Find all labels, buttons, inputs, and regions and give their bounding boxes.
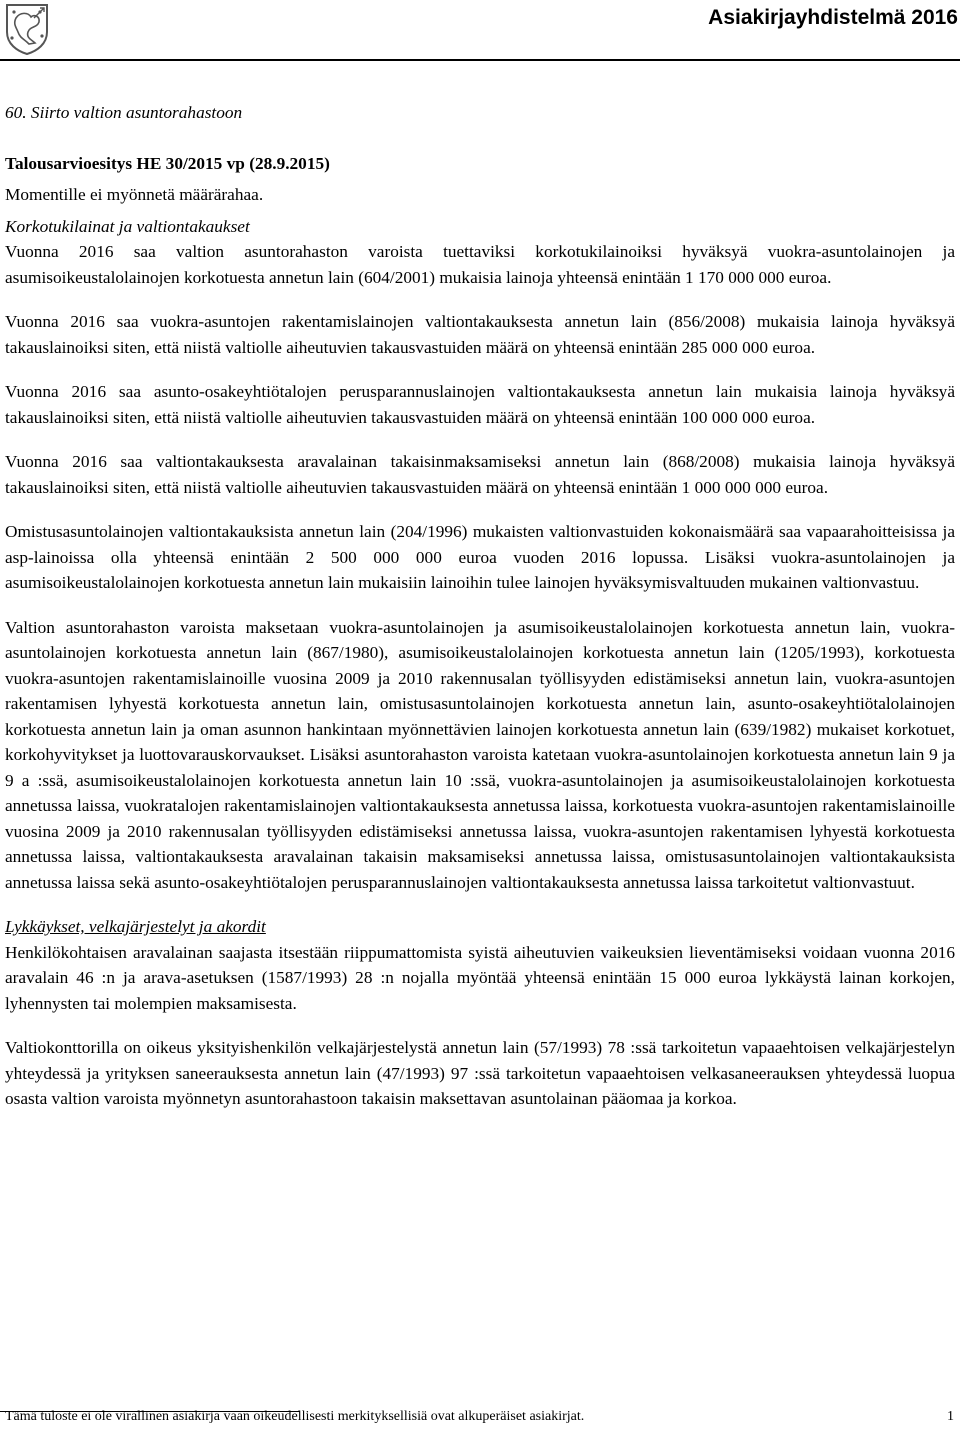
paragraph-interest-subsidy-loans: Vuonna 2016 saa valtion asuntorahaston varoista tuettaviksi korkotukilainoiksi hyväksyä vuokra-asuntolainojen ja asumisoikeustalolainojen korkotuesta annetun lain (604/2001) mukaisia lainoja yhteensä enintään 1 170 000 000 euroa.: [5, 242, 955, 287]
paragraph-owner-occupied-guarantees: Omistusasuntolainojen valtiontakauksista annetun lain (204/1996) mukaisten valtionvastuiden kokonaismäärä saa vapaarahoitteisissa ja asp-lainoissa olla yhteensä enintään 2 500 000 000 euroa vuoden 2016 lopussa. Lisäksi vuokra-asuntolainojen ja asumisoikeustalolainojen korkotuesta annetun lain mukaisiin lainoihin tulee lainojen hyväksymisvaltuuden mukainen valtionvastuu.: [5, 522, 955, 592]
budget-proposal-heading: Talousarvioesitys HE 30/2015 vp (28.9.2015): [5, 153, 330, 173]
paragraph-debt-restructuring: Valtiokonttorilla on oikeus yksityishenkilön velkajärjestelystä annetun lain (57/1993) 78 :ssä tarkoitetun vapaaehtoisen velkajärjestelyn yhteydessä ja yrityksen saneerauksesta annetun lain (47/1993) 97 :ssä tarkoitetun vapaaehtoisen velkasaneerauksen yhteydessä luopua osasta valtion varoista myönnetyn asuntorahastoon takaisin maksettavan asuntolainan pääomaa ja korkoa.: [5, 1038, 955, 1108]
postponement-heading: Lykkäykset, velkajärjestelyt ja akordit: [5, 917, 266, 936]
paragraph-fund-payments: Valtion asuntorahaston varoista maksetaan vuokra-asuntolainojen ja asumisoikeustalolainojen korkotuesta annetun lain, vuokra-asuntolainojen korkotuesta annetun lain (867/1980), asumisoikeustalolainojen korkotuesta annetun lain (1205/1993), korkotuesta vuokra-asuntojen rakentamislainoille vuosina 2009 ja 2010 rakennusalan työllisyyden edistämiseksi annetun lain, vuokra-asuntojen rakentamisen lyhyestä korkotuesta annetun lain, omistusasuntolainojen korkotuesta annetun lain, asunto-osakeyhtiötalolainojen korkotuesta annetun lain ja oman asunnon hankintaan myönnettävien lainojen korkotuesta annetun lain (639/1982) mukaiset korkotuet, korkohyvitykset ja luottovarauskorvaukset. Lisäksi asuntorahaston varoista katetaan vuokra-asuntolainojen korkotuesta annetun lain 9 ja 9 a :ssä, asumisoikeustalolainojen korkotuesta annetun lain 10 :ssä, vuokra-asuntolainojen ja asumisoikeustalolainojen korkotuesta annetussa laissa, vuokratalojen rakentamislainojen valtiontakauksesta annetussa laissa, korkotuesta vuokra-asuntojen rakentamislainoille vuosina 2009 ja 2010 rakennusalan työllisyyden edistämiseksi annetussa laissa, vuokra-asuntojen rakentamisen lyhyestä korkotuesta annetussa laissa, valtiontakauksesta aravalainan takaisin maksamiseksi annetussa laissa, omistusasuntolainojen valtiontakauksista annetussa laissa sekä asunto-osakeyhtiötalojen perusparannuslainojen valtiontakauksesta annetussa laissa tarkoitetut valtionvastuut.: [5, 617, 955, 892]
page-number: 1: [947, 1409, 954, 1424]
footer-disclaimer: Tämä tuloste ei ole virallinen asiakirja vaan oikeudellisesti merkityksellisiä ovat alkuperäiset asiakirjat.: [5, 1409, 585, 1424]
paragraph-loan-postponements: Henkilökohtaisen aravalainan saajasta itsestään riippumattomista syistä aiheutuvien vaikeuksien lieventämiseksi voidaan vuonna 2016 aravalain 46 :n ja arava-asetuksen (1587/1993) 28 :n nojalla myöntää yhteensä enintään 15 000 euroa lykkäystä lainan korkojen, lyhennysten tai molempien maksamisesta.: [5, 942, 955, 1013]
page-footer: [5, 1409, 954, 1425]
appropriation-note: Momentille ei myönnetä määrärahaa.: [5, 185, 264, 204]
loans-heading: Korkotukilainat ja valtiontakaukset: [5, 216, 250, 236]
section-title: 60. Siirto valtion asuntorahastoon: [5, 103, 243, 122]
document-header-title: Asiakirjayhdistelmä 2016: [708, 6, 958, 29]
paragraph-rental-construction-guarantees: Vuonna 2016 saa vuokra-asuntojen rakentamislainojen valtiontakauksesta annetun lain (856/2008) mukaisia lainoja hyväksyä takauslainoiksi siten, että niistä valtiolle aiheutuvien takausvastuiden määrä on yhteensä enintään 285 000 000 euroa.: [5, 312, 955, 357]
document-content: [5, 100, 955, 1112]
paragraph-renovation-loan-guarantees: Vuonna 2016 saa asunto-osakeyhtiötalojen perusparannuslainojen valtiontakauksesta annetun lain mukaisia lainoja hyväksyä takauslainoiksi siten, että niistä valtiolle aiheutuvien takausvastuiden määrä on yhteensä enintään 100 000 000 euroa.: [5, 382, 955, 427]
coat-of-arms-logo: [4, 2, 50, 56]
paragraph-arava-repayment-guarantees: Vuonna 2016 saa valtiontakauksesta aravalainan takaisinmaksamiseksi annetun lain (868/2008) mukaisia lainoja hyväksyä takauslainoiksi siten, että niistä valtiolle aiheutuvien takausvastuiden määrä on yhteensä enintään 1 000 000 000 euroa.: [5, 452, 955, 497]
header-divider: [0, 59, 960, 61]
